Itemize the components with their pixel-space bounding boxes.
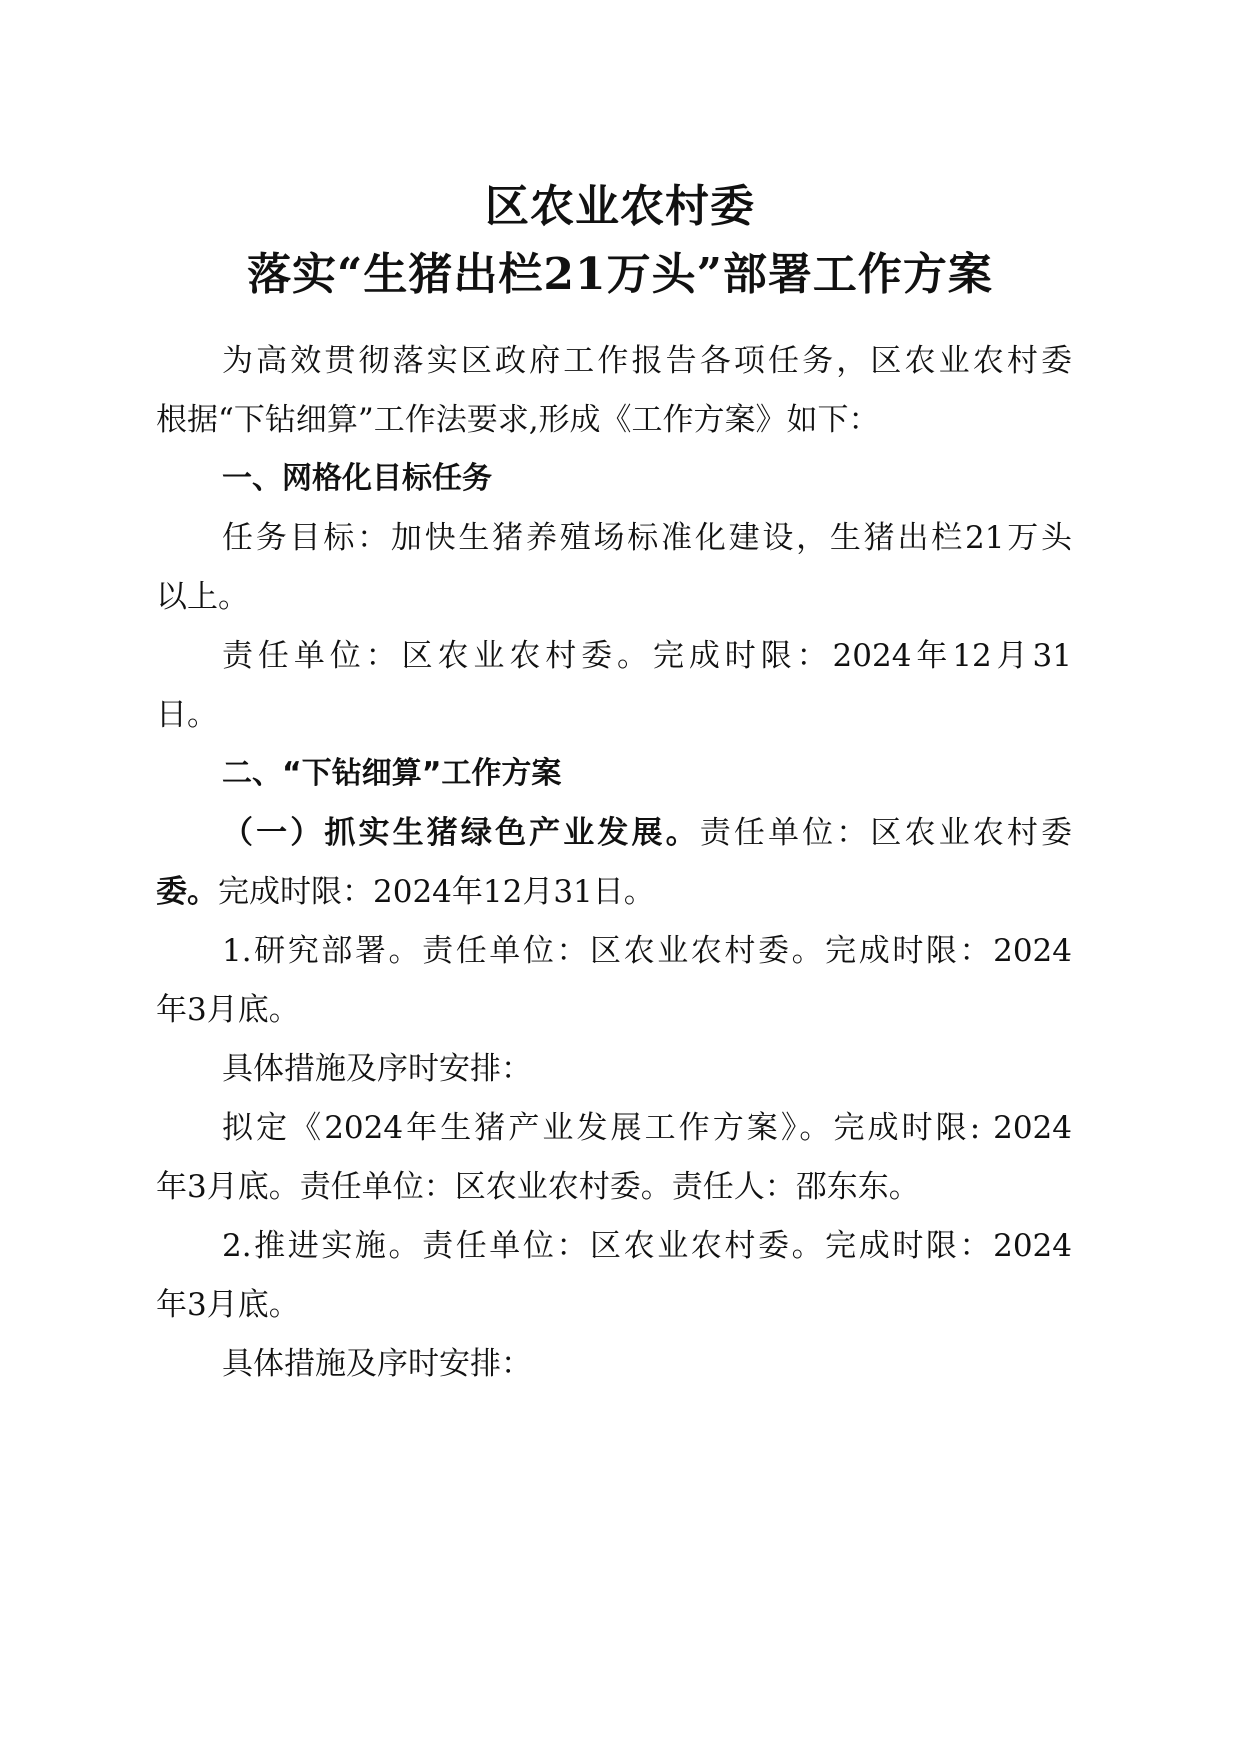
item1-measure-line1: 拟定《2024年生猪产业发展工作方案》。完成时限: 2024 xyxy=(222,1110,1072,1146)
section1-responsibility-line2: 日。 xyxy=(156,697,218,733)
intro-paragraph-line2: 根据“下钻细算”工作法要求,形成《工作方案》如下： xyxy=(156,402,880,438)
section1-goal-line2: 以上。 xyxy=(156,579,249,615)
subsection1-deadline: 完成时限：2024年12月31日。 xyxy=(218,874,655,910)
subsection1-responsibility: 责任单位：区农业农村委 xyxy=(699,815,1072,851)
item1-line2: 年3月底。 xyxy=(156,992,300,1028)
subsection1-title-end: 委。 xyxy=(156,874,218,910)
section1-goal-line1: 任务目标：加快生猪养殖场标准化建设，生猪出栏21万头 xyxy=(222,520,1072,556)
subsection1-title: （一）抓实生猪绿色产业发展。 xyxy=(222,815,700,851)
item2-line1: 2.推进实施。责任单位：区农业农村委。完成时限：2024 xyxy=(222,1228,1072,1264)
document-title-line1: 区农业农村委 xyxy=(485,181,755,232)
document-title-line2: 落实“生猪出栏21万头”部署工作方案 xyxy=(247,249,993,300)
section1-responsibility-line1: 责任单位：区农业农村委。完成时限：2024年12月31 xyxy=(222,638,1072,674)
subsection1-line1 xyxy=(222,813,1072,853)
section1-heading: 一、网格化目标任务 xyxy=(222,461,492,496)
item2-line2: 年3月底。 xyxy=(156,1287,300,1323)
item2-measures-label: 具体措施及序时安排： xyxy=(222,1346,532,1382)
item1-line1: 1.研究部署。责任单位：区农业农村委。完成时限：2024 xyxy=(222,933,1072,969)
section2-heading: 二、“下钻细算”工作方案 xyxy=(222,756,562,791)
intro-paragraph-line1: 为高效贯彻落实区政府工作报告各项任务，区农业农村委 xyxy=(222,343,1072,379)
subsection1-line2 xyxy=(156,872,1072,912)
item1-measure-line2: 年3月底。责任单位：区农业农村委。责任人：邵东东。 xyxy=(156,1169,920,1205)
item1-measures-label: 具体措施及序时安排： xyxy=(222,1051,532,1087)
